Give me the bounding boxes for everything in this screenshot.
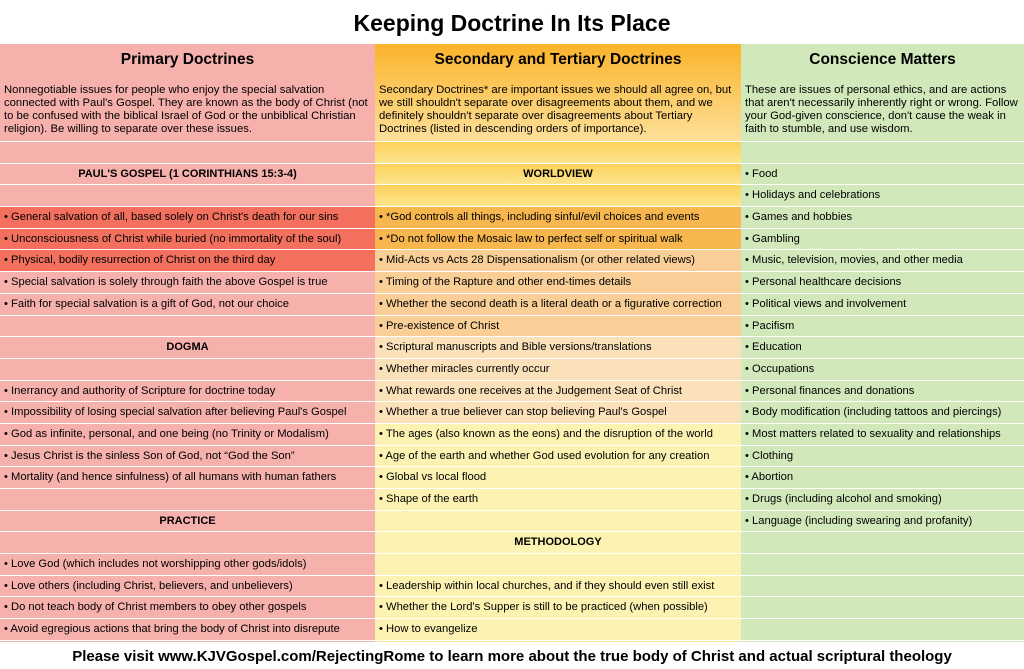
list-item: • Whether a true believer can stop believing Paul's Gospel — [375, 402, 741, 424]
blank-row — [741, 576, 1024, 598]
list-item: • God as infinite, personal, and one being (no Trinity or Modalism) — [0, 424, 375, 446]
list-item: • Pacifism — [741, 316, 1024, 338]
list-item: • Whether the Lord's Supper is still to be practiced (when possible) — [375, 597, 741, 619]
list-item: • Personal healthcare decisions — [741, 272, 1024, 294]
secondary-tertiary-doctrines-column — [375, 44, 741, 642]
list-item: • Clothing — [741, 446, 1024, 468]
section-heading: DOGMA — [0, 337, 375, 359]
column-rows — [0, 142, 375, 641]
list-item: • Special salvation is solely through faith the above Gospel is true — [0, 272, 375, 294]
list-item: • Whether the second death is a literal death or a figurative correction — [375, 294, 741, 316]
list-item: • Body modification (including tattoos and piercings) — [741, 402, 1024, 424]
list-item: • Leadership within local churches, and if they should even still exist — [375, 576, 741, 598]
primary-doctrines-column — [0, 44, 375, 642]
column-title: Conscience Matters — [809, 51, 956, 68]
blank-row — [741, 142, 1024, 164]
list-item: • Political views and involvement — [741, 294, 1024, 316]
list-item: • Love God (which includes not worshipping other gods/idols) — [0, 554, 375, 576]
column-rows — [375, 142, 741, 641]
list-item: • General salvation of all, based solely on Christ's death for our sins — [0, 207, 375, 229]
blank-row — [741, 619, 1024, 641]
section-heading: PAUL'S GOSPEL (1 CORINTHIANS 15:3-4) — [0, 164, 375, 186]
list-item: • Physical, bodily resurrection of Christ on the third day — [0, 250, 375, 272]
column-header — [0, 44, 375, 142]
column-description: Nonnegotiable issues for people who enjoy the special salvation connected with Paul's Gospel. They are known as the body of Christ (not to be confused with the biblical Israel of God or the unbiblical Christian religion). Be willing to separate over these issues. — [4, 84, 368, 135]
list-item: • Whether miracles currently occur — [375, 359, 741, 381]
list-item: • The ages (also known as the eons) and the disruption of the world — [375, 424, 741, 446]
list-item: • Language (including swearing and profanity) — [741, 511, 1024, 533]
list-item: • Avoid egregious actions that bring the body of Christ into disrepute — [0, 619, 375, 641]
blank-row — [741, 597, 1024, 619]
blank-row — [375, 511, 741, 533]
column-title: Secondary and Tertiary Doctrines — [434, 51, 682, 68]
blank-row — [0, 316, 375, 338]
page-title: Keeping Doctrine In Its Place — [353, 10, 671, 36]
list-item: • Scriptural manuscripts and Bible versions/translations — [375, 337, 741, 359]
blank-row — [741, 554, 1024, 576]
list-item: • Love others (including Christ, believers, and unbelievers) — [0, 576, 375, 598]
blank-row — [0, 142, 375, 164]
conscience-matters-column — [741, 44, 1024, 642]
list-item: • Music, television, movies, and other media — [741, 250, 1024, 272]
blank-row — [375, 185, 741, 207]
list-item: • Mid-Acts vs Acts 28 Dispensationalism (or other related views) — [375, 250, 741, 272]
list-item: • Faith for special salvation is a gift of God, not our choice — [0, 294, 375, 316]
list-item: • Abortion — [741, 467, 1024, 489]
column-rows — [741, 142, 1024, 641]
list-item: • *Do not follow the Mosaic law to perfect self or spiritual walk — [375, 229, 741, 251]
list-item: • Impossibility of losing special salvation after believing Paul's Gospel — [0, 402, 375, 424]
list-item: • Global vs local flood — [375, 467, 741, 489]
list-item: • Drugs (including alcohol and smoking) — [741, 489, 1024, 511]
column-description: These are issues of personal ethics, and are actions that aren't necessarily inherently right or wrong. Follow your God-given conscience, don't cause the weak in faith to stumble, and use wisdom. — [745, 84, 1018, 135]
list-item: • Mortality (and hence sinfulness) of all humans with human fathers — [0, 467, 375, 489]
list-item: • Do not teach body of Christ members to obey other gospels — [0, 597, 375, 619]
blank-row — [375, 554, 741, 576]
list-item: • Occupations — [741, 359, 1024, 381]
column-header — [375, 44, 741, 142]
list-item: • What rewards one receives at the Judgement Seat of Christ — [375, 381, 741, 403]
list-item: • Unconsciousness of Christ while buried (no immortality of the soul) — [0, 229, 375, 251]
list-item: • Food — [741, 164, 1024, 186]
list-item: • Age of the earth and whether God used evolution for any creation — [375, 446, 741, 468]
column-title: Primary Doctrines — [120, 51, 255, 68]
section-heading: WORLDVIEW — [375, 164, 741, 186]
list-item: • Pre-existence of Christ — [375, 316, 741, 338]
blank-row — [0, 359, 375, 381]
blank-row — [0, 185, 375, 207]
list-item: • Personal finances and donations — [741, 381, 1024, 403]
column-header — [741, 44, 1024, 142]
list-item: • Holidays and celebrations — [741, 185, 1024, 207]
list-item: • Shape of the earth — [375, 489, 741, 511]
blank-row — [0, 489, 375, 511]
list-item: • Jesus Christ is the sinless Son of God, not “God the Son” — [0, 446, 375, 468]
blank-row — [0, 532, 375, 554]
list-item: • Education — [741, 337, 1024, 359]
section-heading: METHODOLOGY — [375, 532, 741, 554]
list-item: • Timing of the Rapture and other end-times details — [375, 272, 741, 294]
list-item: • Most matters related to sexuality and relationships — [741, 424, 1024, 446]
list-item: • Games and hobbies — [741, 207, 1024, 229]
list-item: • *God controls all things, including sinful/evil choices and events — [375, 207, 741, 229]
list-item: • Inerrancy and authority of Scripture for doctrine today — [0, 381, 375, 403]
section-heading: PRACTICE — [0, 511, 375, 533]
footer-note: Please visit www.KJVGospel.com/RejectingRome to learn more about the true body of Christ and actual scriptural theology — [72, 648, 952, 665]
list-item: • Gambling — [741, 229, 1024, 251]
blank-row — [375, 142, 741, 164]
list-item: • How to evangelize — [375, 619, 741, 641]
column-description: Secondary Doctrines* are important issues we should all agree on, but we still shouldn't separate over disagreements about them, and we definitely shouldn't separate over disagreements about Tertiary Doctrines (listed in descending orders of importance). — [379, 84, 732, 135]
blank-row — [741, 532, 1024, 554]
